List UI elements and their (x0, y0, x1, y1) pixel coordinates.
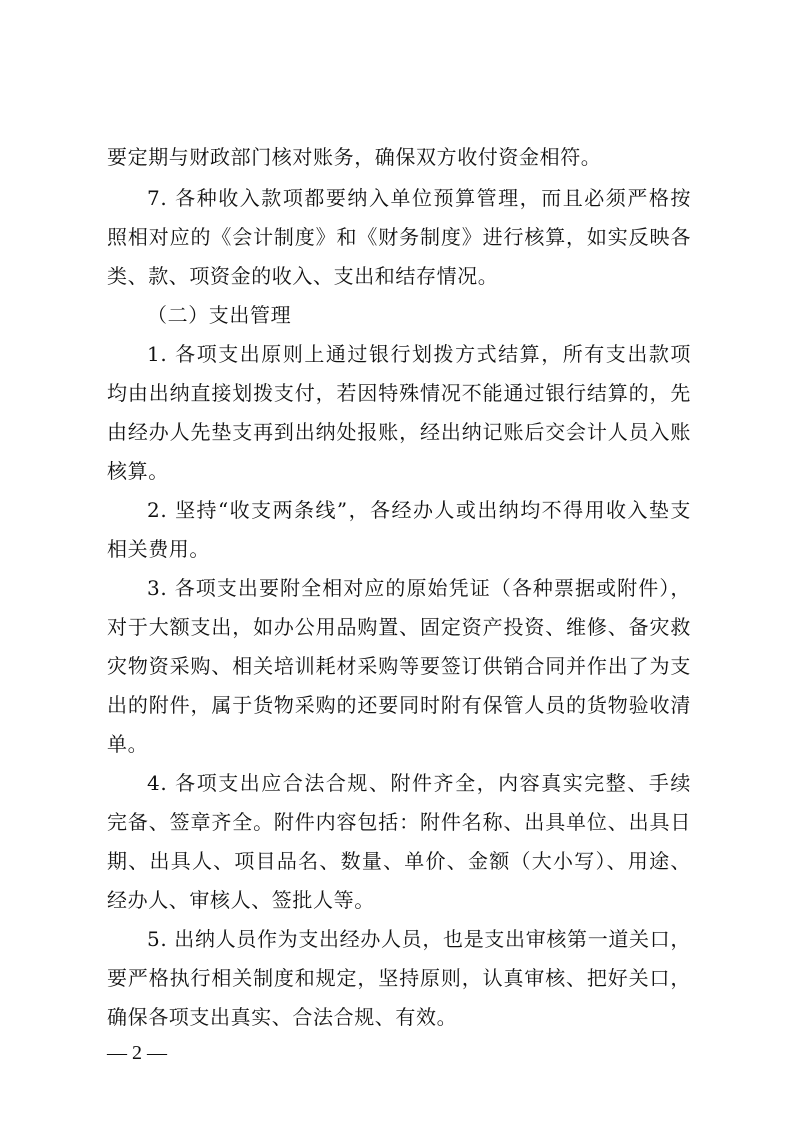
text-line: 灾物资采购、相关培训耗材采购等要签订供销合同并作出了为支 (107, 654, 691, 678)
text-line: 确保各项支出真实、合法合规、有效。 (107, 1005, 458, 1029)
text-line: 相关费用。 (107, 537, 210, 561)
text-line: 要定期与财政部门核对账务，确保双方收付资金相符。 (107, 145, 602, 169)
text-line: 要严格执行相关制度和规定，坚持原则，认真审核、把好关口， (107, 966, 691, 990)
text-line: 5. 出纳人员作为支出经办人员，也是支出审核第一道关口， (147, 927, 691, 951)
text-line: 出的附件，属于货物采购的还要同时附有保管人员的货物验收清 (107, 693, 691, 717)
text-line: 照相对应的《会计制度》和《财务制度》进行核算，如实反映各 (107, 225, 691, 249)
text-line: 类、款、项资金的收入、支出和结存情况。 (107, 264, 499, 288)
text-line: 完备、签章齐全。附件内容包括：附件名称、出具单位、出具日 (107, 810, 691, 834)
text-line: 核算。 (107, 459, 169, 483)
text-line: 单。 (107, 732, 149, 756)
section-heading: （二）支出管理 (147, 303, 292, 327)
text-line: 由经办人先垫支再到出纳处报账，经出纳记账后交会计人员入账 (107, 420, 691, 444)
page-number: — 2 — (107, 1042, 167, 1064)
text-line: 经办人、审核人、签批人等。 (107, 888, 375, 912)
text-line: 4. 各项支出应合法合规、附件齐全，内容真实完整、手续 (147, 771, 691, 795)
text-line: 均由出纳直接划拨支付，若因特殊情况不能通过银行结算的，先 (107, 381, 691, 405)
text-line: 7. 各种收入款项都要纳入单位预算管理，而且必须严格按 (147, 186, 691, 210)
text-line: 对于大额支出，如办公用品购置、固定资产投资、维修、备灾救 (107, 615, 691, 639)
text-line: 1. 各项支出原则上通过银行划拨方式结算，所有支出款项 (147, 342, 691, 366)
text-line: 3. 各项支出要附全相对应的原始凭证（各种票据或附件）， (147, 576, 691, 600)
text-line: 2. 坚持“收支两条线”，各经办人或出纳均不得用收入垫支 (147, 498, 691, 522)
page-body (107, 138, 691, 1037)
text-line: 期、出具人、项目品名、数量、单价、金额（大小写）、用途、 (107, 849, 691, 873)
